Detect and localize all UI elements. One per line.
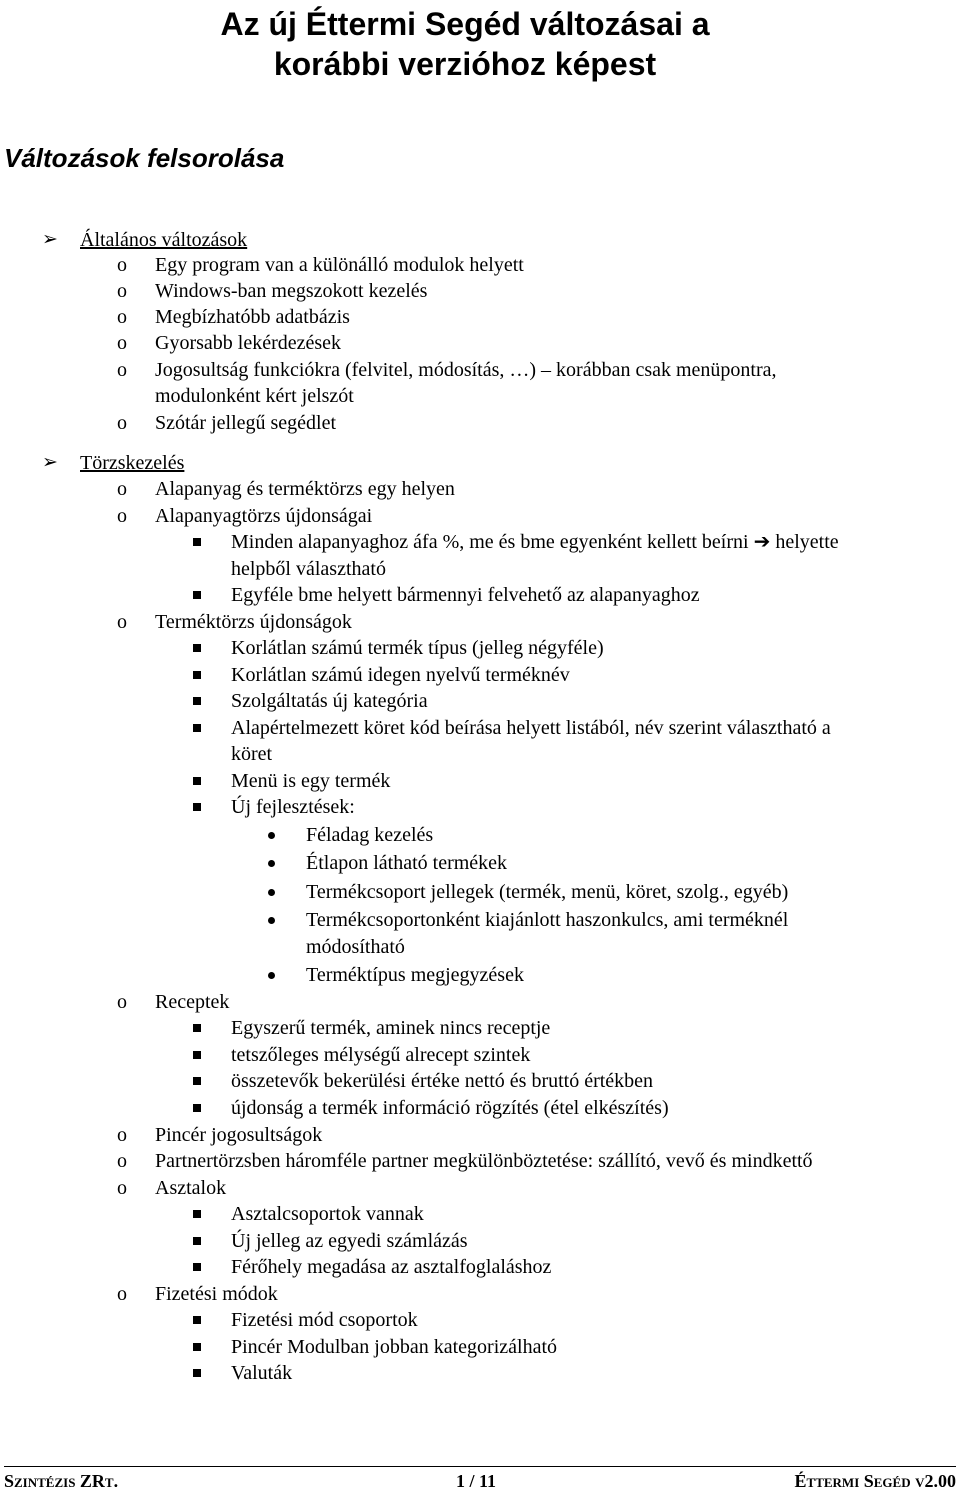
square-bullet-icon [193,1316,201,1324]
square-bullet-icon [193,803,201,811]
list-item: Korlátlan számú idegen nyelvű terméknév [231,664,570,686]
square-bullet-icon [193,777,201,785]
dot-bullet-icon [268,860,275,867]
dot-bullet-icon [268,889,275,896]
square-bullet-icon [193,1024,201,1032]
list-item-continuation: modulonként kért jelszót [155,385,354,407]
list-item: Windows-ban megszokott kezelés [155,280,428,302]
list-item: Partnertörzsben háromféle partner megkülönböztetése: szállító, vevő és mindkettő [155,1150,813,1172]
square-bullet-icon [193,1263,201,1271]
square-bullet-icon [193,1104,201,1112]
square-bullet-icon [193,697,201,705]
dot-bullet-icon [268,917,275,924]
list-item: Terméktörzs újdonságok [155,611,352,633]
list-item: Pincér Modulban jobban kategorizálható [231,1336,558,1358]
list-item: Férőhely megadása az asztalfoglaláshoz [231,1256,552,1278]
circle-bullet-icon: o [117,478,127,500]
list-item: Megbízhatóbb adatbázis [155,306,350,328]
circle-bullet-icon: o [117,1283,127,1305]
dot-bullet-icon [268,832,275,839]
square-bullet-icon [193,538,201,546]
list-heading: Törzskezelés [80,452,185,474]
list-item: Szolgáltatás új kategória [231,690,428,712]
list-item: Fizetési mód csoportok [231,1309,418,1331]
circle-bullet-icon: o [117,254,127,276]
circle-bullet-icon: o [117,306,127,328]
circle-bullet-icon: o [117,359,127,381]
square-bullet-icon [193,1077,201,1085]
footer-page-number: 1 / 11 [456,1471,497,1491]
list-item: Alapértelmezett köret kód beírása helyett listából, név szerint választható a [231,717,831,739]
list-item: Alapanyagtörzs újdonságai [155,505,373,527]
square-bullet-icon [193,1369,201,1377]
list-item: Egyféle bme helyett bármennyi felvehető az alapanyaghoz [231,584,700,606]
list-item: Receptek [155,991,230,1013]
circle-bullet-icon: o [117,1124,127,1146]
circle-bullet-icon: o [117,332,127,354]
circle-bullet-icon: o [117,412,127,434]
circle-bullet-icon: o [117,991,127,1013]
square-bullet-icon [193,1237,201,1245]
arrow-bullet-icon: ➢ [42,452,58,473]
circle-bullet-icon: o [117,1150,127,1172]
list-heading: Általános változások [80,229,248,251]
list-item: Étlapon látható termékek [306,852,508,874]
list-item: Asztalcsoportok vannak [231,1203,424,1225]
list-item: Gyorsabb lekérdezések [155,332,342,354]
list-item: tetszőleges mélységű alrecept szintek [231,1044,531,1066]
circle-bullet-icon: o [117,505,127,527]
circle-bullet-icon: o [117,1177,127,1199]
list-item: Jogosultság funkciókra (felvitel, módosítás, …) – korábban csak menüpontra, [155,359,777,381]
dot-bullet-icon [268,972,275,979]
list-item-continuation: módosítható [306,936,405,958]
square-bullet-icon [193,724,201,732]
circle-bullet-icon: o [117,280,127,302]
footer-divider [4,1466,956,1467]
square-bullet-icon [193,1343,201,1351]
list-item: Terméktípus megjegyzések [306,964,524,986]
list-item: Egyszerű termék, aminek nincs receptje [231,1017,551,1039]
list-item-continuation: helpből választható [231,558,386,580]
footer-product: Éttermi Segéd v2.00 [794,1471,956,1491]
list-item: Féladag kezelés [306,824,434,846]
square-bullet-icon [193,671,201,679]
square-bullet-icon [193,591,201,599]
list-item: Korlátlan számú termék típus (jelleg négyféle) [231,637,604,659]
list-item: Termékcsoportonként kiajánlott haszonkulcs, ami terméknél [306,909,789,931]
title-line-1: Az új Éttermi Segéd változásai a [220,6,710,42]
list-item: Pincér jogosultságok [155,1124,323,1146]
list-item: Valuták [231,1362,293,1384]
list-item: Minden alapanyaghoz áfa %, me és bme egyenként kellett beírni ➔ helyette [231,531,839,553]
arrow-bullet-icon: ➢ [42,229,58,250]
square-bullet-icon [193,1210,201,1218]
list-item: Új fejlesztések: [231,796,355,818]
footer-company: Szintézis ZRt. [4,1471,119,1491]
list-item: Termékcsoport jellegek (termék, menü, köret, szolg., egyéb) [306,881,789,903]
list-item-continuation: köret [231,743,273,765]
list-item: Alapanyag és terméktörzs egy helyen [155,478,455,500]
section-heading: Változások felsorolása [4,143,285,173]
square-bullet-icon [193,644,201,652]
square-bullet-icon [193,1051,201,1059]
list-item: Egy program van a különálló modulok helyett [155,254,524,276]
list-item: összetevők bekerülési értéke nettó és bruttó értékben [231,1070,654,1092]
list-item: újdonság a termék információ rögzítés (étel elkészítés) [231,1097,669,1119]
list-item: Menü is egy termék [231,770,391,792]
list-item: Új jelleg az egyedi számlázás [231,1230,468,1252]
list-item: Fizetési módok [155,1283,278,1305]
list-item: Asztalok [155,1177,227,1199]
circle-bullet-icon: o [117,611,127,633]
list-item: Szótár jellegű segédlet [155,412,337,434]
title-line-2: korábbi verzióhoz képest [273,46,657,82]
